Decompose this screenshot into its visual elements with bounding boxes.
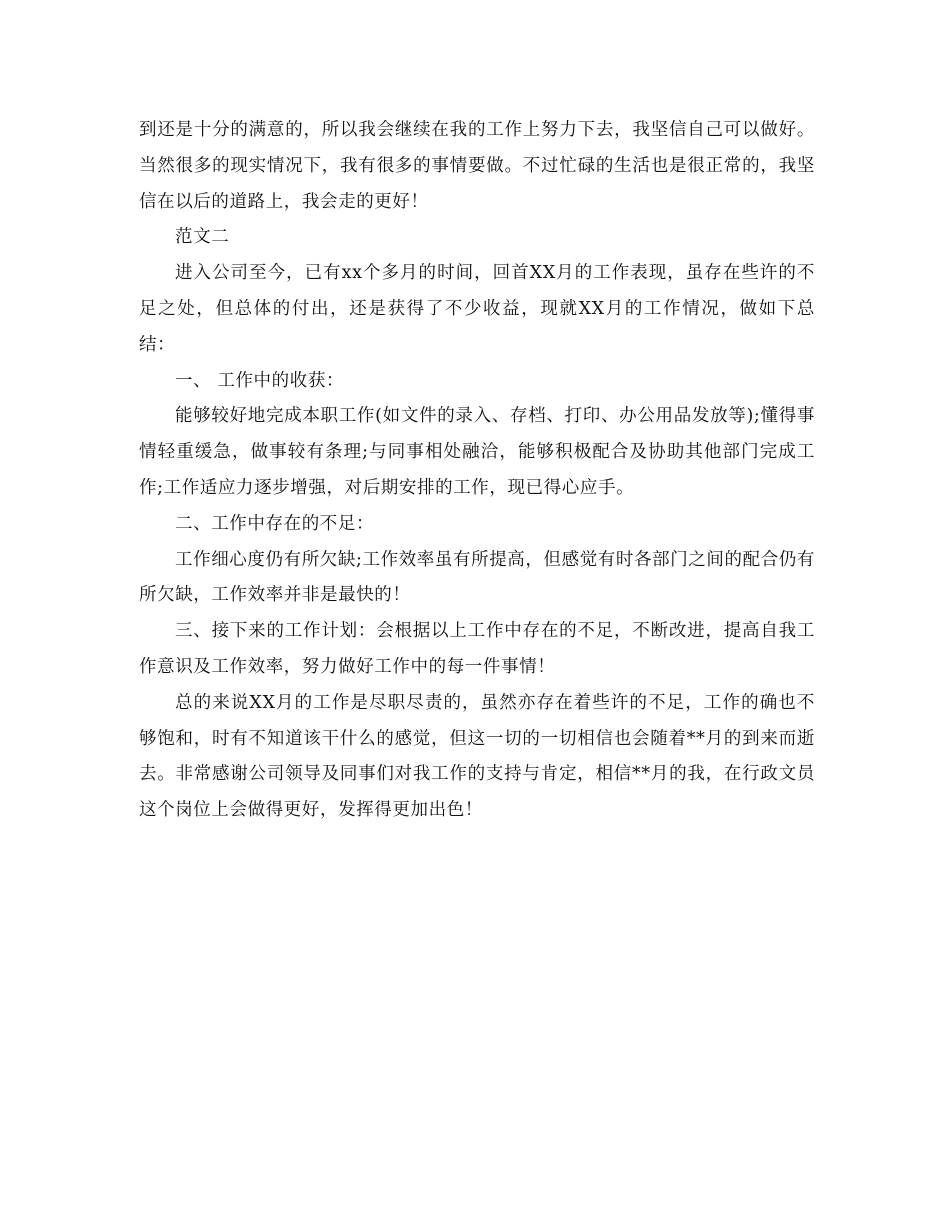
paragraph-conclusion: 总的来说XX月的工作是尽职尽责的，虽然亦存在着些许的不足，工作的确也不够饱和，时有不知道该干什么的感觉，但这一切的一切相信也会随着**月的到来而逝去。非常感谢公司领导及同事们对我工作的支持与肯定，相信**月的我，在行政文员这个岗位上会做得更好，发挥得更加出色！ bbox=[139, 692, 816, 821]
paragraph-shortcomings: 工作细心度仍有所欠缺;工作效率虽有所提高，但感觉有时各部门之间的配合仍有所欠缺，工作效率并非是最快的！ bbox=[139, 549, 815, 606]
paragraph-intro: 进入公司至今，已有xx个多月的时间，回首XX月的工作表现，虽存在些许的不足之处，但总体的付出，还是获得了不少收益，现就XX月的工作情况，做如下总结： bbox=[139, 263, 815, 355]
paragraph-continuation: 到还是十分的满意的，所以我会继续在我的工作上努力下去，我坚信自己可以做好。当然很多的现实情况下，我有很多的事情要做。不过忙碌的生活也是很正常的，我坚信在以后的道路上，我会走的更好！ bbox=[139, 120, 815, 212]
paragraph-next-plan: 三、接下来的工作计划：会根据以上工作中存在的不足，不断改进，提高自我工作意识及工作效率，努力做好工作中的每一件事情！ bbox=[139, 621, 815, 677]
paragraph-gains: 能够较好地完成本职工作(如文件的录入、存档、打印、办公用品发放等);懂得事情轻重缓急，做事较有条理;与同事相处融洽，能够积极配合及协助其他部门完成工作;工作适应力逐步增强，对后期安排的工作，现已得心应手。 bbox=[139, 406, 815, 498]
heading-gains: 一、 工作中的收获： bbox=[175, 370, 345, 391]
heading-shortcomings: 二、工作中存在的不足： bbox=[175, 513, 375, 534]
document-body bbox=[139, 113, 815, 829]
section-heading-sample-two: 范文二 bbox=[175, 227, 230, 248]
